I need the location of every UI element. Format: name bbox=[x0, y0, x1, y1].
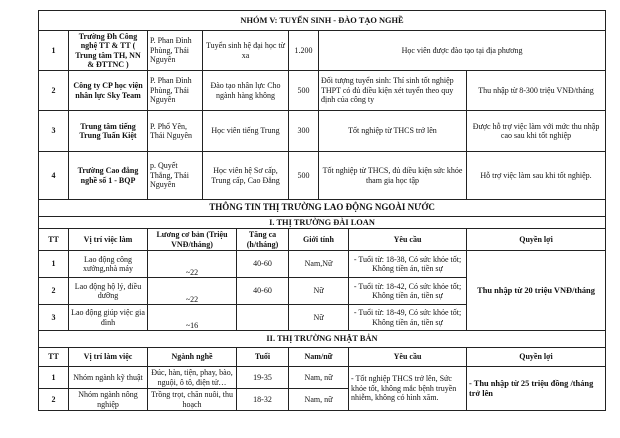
requirement: Học viên được đào tạo tại địa phương bbox=[319, 31, 606, 71]
row-number: 2 bbox=[39, 71, 69, 111]
job-position: Lao động hộ lý, điều dưỡng bbox=[69, 278, 148, 305]
industry: Trồng trọt, chăn nuôi, thu hoạch bbox=[148, 389, 237, 411]
taiwan-benefit: Thu nhập từ 20 triệu VNĐ/tháng bbox=[467, 251, 606, 331]
taiwan-title: I. THỊ TRƯỜNG ĐÀI LOAN bbox=[39, 217, 606, 229]
foreign-title-row bbox=[39, 200, 606, 217]
group-title: NHÓM V: TUYỂN SINH - ĐÀO TẠO NGHỀ bbox=[39, 11, 606, 31]
table-row bbox=[39, 71, 606, 111]
row-number: 4 bbox=[39, 152, 69, 200]
row-number: 3 bbox=[39, 111, 69, 152]
gender: Nữ bbox=[289, 305, 349, 331]
row-number: 1 bbox=[39, 367, 69, 389]
japan-title-row bbox=[39, 331, 606, 348]
gender: Nam,Nữ bbox=[289, 251, 349, 278]
column-header: Vị trí làm việc bbox=[69, 348, 148, 367]
organization-address: P. Phổ Yên, Thái Nguyên bbox=[148, 111, 203, 152]
row-number: 2 bbox=[39, 278, 69, 305]
taiwan-table bbox=[38, 199, 606, 331]
row-number: 1 bbox=[39, 251, 69, 278]
column-header: Giới tính bbox=[289, 229, 349, 251]
column-header: Yêu cầu bbox=[349, 229, 467, 251]
taiwan-header-row bbox=[39, 229, 606, 251]
overtime: 40-60 bbox=[237, 278, 289, 305]
japan-header-row bbox=[39, 348, 606, 367]
industry: Đúc, hàn, tiện, phay, bào, nguội, ô tô, điện tử… bbox=[148, 367, 237, 389]
japan-requirement: - Tốt nghiệp THCS trở lên, Sức khỏe tốt, không mắc bệnh truyền nhiễm, không có hình xăm. bbox=[349, 367, 467, 411]
benefit: Được hỗ trợ việc làm với mức thu nhập cao sau khi tốt nghiệp bbox=[467, 111, 606, 152]
organization-name: Công ty CP học viện nhân lực Sky Team bbox=[69, 71, 148, 111]
training-content: Đào tạo nhân lực Cho ngành hàng không bbox=[203, 71, 289, 111]
organization-name: Trường Đh Công nghệ TT & TT ( Trung tâm TH, NN & ĐTTNC ) bbox=[69, 31, 148, 71]
age-range: 19-35 bbox=[237, 367, 289, 389]
column-header: Tăng ca (h/tháng) bbox=[237, 229, 289, 251]
column-header: Tuổi bbox=[237, 348, 289, 367]
benefit: Hỗ trợ việc làm sau khi tốt nghiệp. bbox=[467, 152, 606, 200]
benefit: Thu nhập từ 8-300 triệu VNĐ/tháng bbox=[467, 71, 606, 111]
taiwan-title-row bbox=[39, 217, 606, 229]
age-range: 18-32 bbox=[237, 389, 289, 411]
column-header: Lương cơ bản (Triệu VNĐ/tháng) bbox=[148, 229, 237, 251]
salary: ~22 bbox=[148, 251, 237, 278]
overtime: 40-60 bbox=[237, 251, 289, 278]
organization-address: P. Phan Đình Phùng, Thái Nguyên bbox=[148, 71, 203, 111]
salary: ~22 bbox=[148, 278, 237, 305]
organization-name: Trường Cao đẳng nghề số 1 - BQP bbox=[69, 152, 148, 200]
salary: ~16 bbox=[148, 305, 237, 331]
table-row bbox=[39, 111, 606, 152]
gender: Nam, nữ bbox=[289, 389, 349, 411]
requirement: - Tuổi từ: 18-38, Có sức khỏe tốt; Không tiền án, tiền sự bbox=[349, 251, 467, 278]
quantity: 500 bbox=[289, 71, 319, 111]
organization-address: p. Quyết Thắng, Thái Nguyên bbox=[148, 152, 203, 200]
quantity: 1.200 bbox=[289, 31, 319, 71]
requirement: - Tuổi từ: 18-49, Có sức khỏe tốt; Không tiền án, tiền sự bbox=[349, 305, 467, 331]
gender: Nữ bbox=[289, 278, 349, 305]
column-header: Vị trí việc làm bbox=[69, 229, 148, 251]
job-position: Lao động công xưởng,nhà máy bbox=[69, 251, 148, 278]
training-content: Tuyển sinh hệ đại học từ xa bbox=[203, 31, 289, 71]
row-number: 3 bbox=[39, 305, 69, 331]
column-header: Quyền lợi bbox=[467, 348, 606, 367]
japan-benefit: - Thu nhập từ 25 triệu đồng /tháng trở lên bbox=[467, 367, 606, 411]
requirement: - Tuổi từ: 18-42, Có sức khỏe tốt; Không tiền án, tiền sự bbox=[349, 278, 467, 305]
requirement: Tốt nghiệp từ THCS trở lên bbox=[319, 111, 467, 152]
requirement: Đối tượng tuyển sinh: Thí sinh tốt nghiệp THPT có đủ điều kiện xét tuyển theo quy định của công ty bbox=[319, 71, 467, 111]
job-position: Lao động giúp việc gia đình bbox=[69, 305, 148, 331]
column-header: Nam/nữ bbox=[289, 348, 349, 367]
requirement: Tốt nghiệp từ THCS, đủ điều kiện sức khỏe tham gia học tập bbox=[319, 152, 467, 200]
column-header: Quyền lợi bbox=[467, 229, 606, 251]
table-row bbox=[39, 31, 606, 71]
job-position: Nhóm ngành nông nghiệp bbox=[69, 389, 148, 411]
gender: Nam, nữ bbox=[289, 367, 349, 389]
column-header: Ngành nghề bbox=[148, 348, 237, 367]
foreign-market-title: THÔNG TIN THỊ TRƯỜNG LAO ĐỘNG NGOÀI NƯỚC bbox=[39, 200, 606, 217]
japan-title: II. THỊ TRƯỜNG NHẬT BẢN bbox=[39, 331, 606, 348]
column-header: Yêu cầu bbox=[349, 348, 467, 367]
column-header: TT bbox=[39, 229, 69, 251]
row-number: 1 bbox=[39, 31, 69, 71]
table-row bbox=[39, 152, 606, 200]
training-table bbox=[38, 10, 606, 200]
training-content: Học viên tiếng Trung bbox=[203, 111, 289, 152]
document-body bbox=[38, 10, 605, 411]
table-row bbox=[39, 251, 606, 278]
quantity: 500 bbox=[289, 152, 319, 200]
overtime bbox=[237, 305, 289, 331]
quantity: 300 bbox=[289, 111, 319, 152]
table-row bbox=[39, 367, 606, 389]
organization-address: P. Phan Đình Phùng, Thái Nguyên bbox=[148, 31, 203, 71]
column-header: TT bbox=[39, 348, 69, 367]
training-content: Học viên hệ Sơ cấp, Trung cấp, Cao Đẳng bbox=[203, 152, 289, 200]
organization-name: Trung tâm tiếng Trung Tuấn Kiệt bbox=[69, 111, 148, 152]
row-number: 2 bbox=[39, 389, 69, 411]
group-title-row bbox=[39, 11, 606, 31]
job-position: Nhóm ngành kỹ thuật bbox=[69, 367, 148, 389]
japan-table bbox=[38, 330, 606, 411]
